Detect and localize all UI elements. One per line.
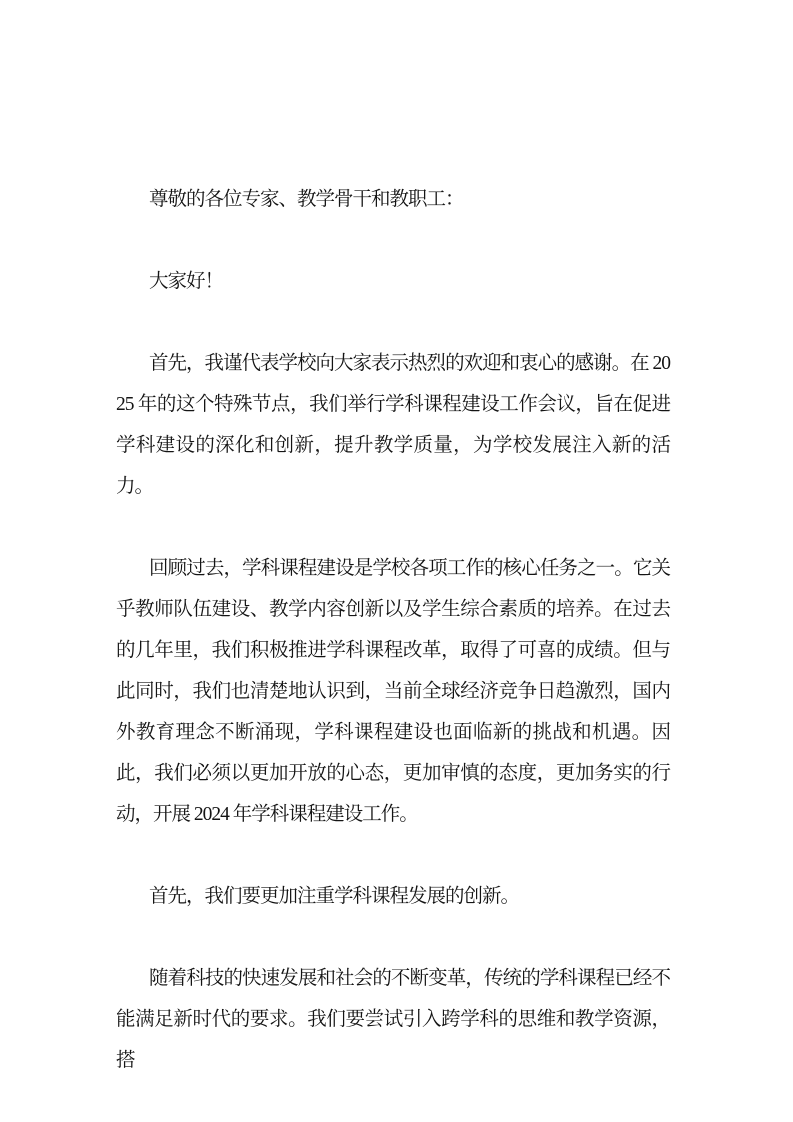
paragraph: 大家好！ [149,271,224,292]
paragraph: 首先，我谨代表学校向大家表示热烈的欢迎和衷心的感谢。在 2025 年的这个特殊节点，我们举行学科课程建设工作会议，旨在促进学科建设的深化和创新，提升教学质量，为学校发展注入新的活力。 [116,353,670,497]
paragraph: 尊敬的各位专家、教学骨干和教职工： [149,189,464,210]
document-body [116,179,670,1081]
paragraph: 回顾过去，学科课程建设是学校各项工作的核心任务之一。它关乎教师队伍建设、教学内容创新以及学生综合素质的培养。在过去的几年里，我们积极推进学科课程改革，取得了可喜的成绩。但与此同时，我们也清楚地认识到，当前全球经济竞争日趋激烈，国内外教育理念不断涌现，学科课程建设也面临新的挑战和机遇。因此，我们必须以更加开放的心态，更加审慎的态度，更加务实的行动，开展 2024 年学科课程建设工作。 [116,558,670,825]
paragraph: 首先，我们要更加注重学科课程发展的创新。 [149,886,520,907]
paragraph: 随着科技的快速发展和社会的不断变革，传统的学科课程已经不能满足新时代的要求。我们要尝试引入跨学科的思维和教学资源，搭 [116,968,670,1071]
